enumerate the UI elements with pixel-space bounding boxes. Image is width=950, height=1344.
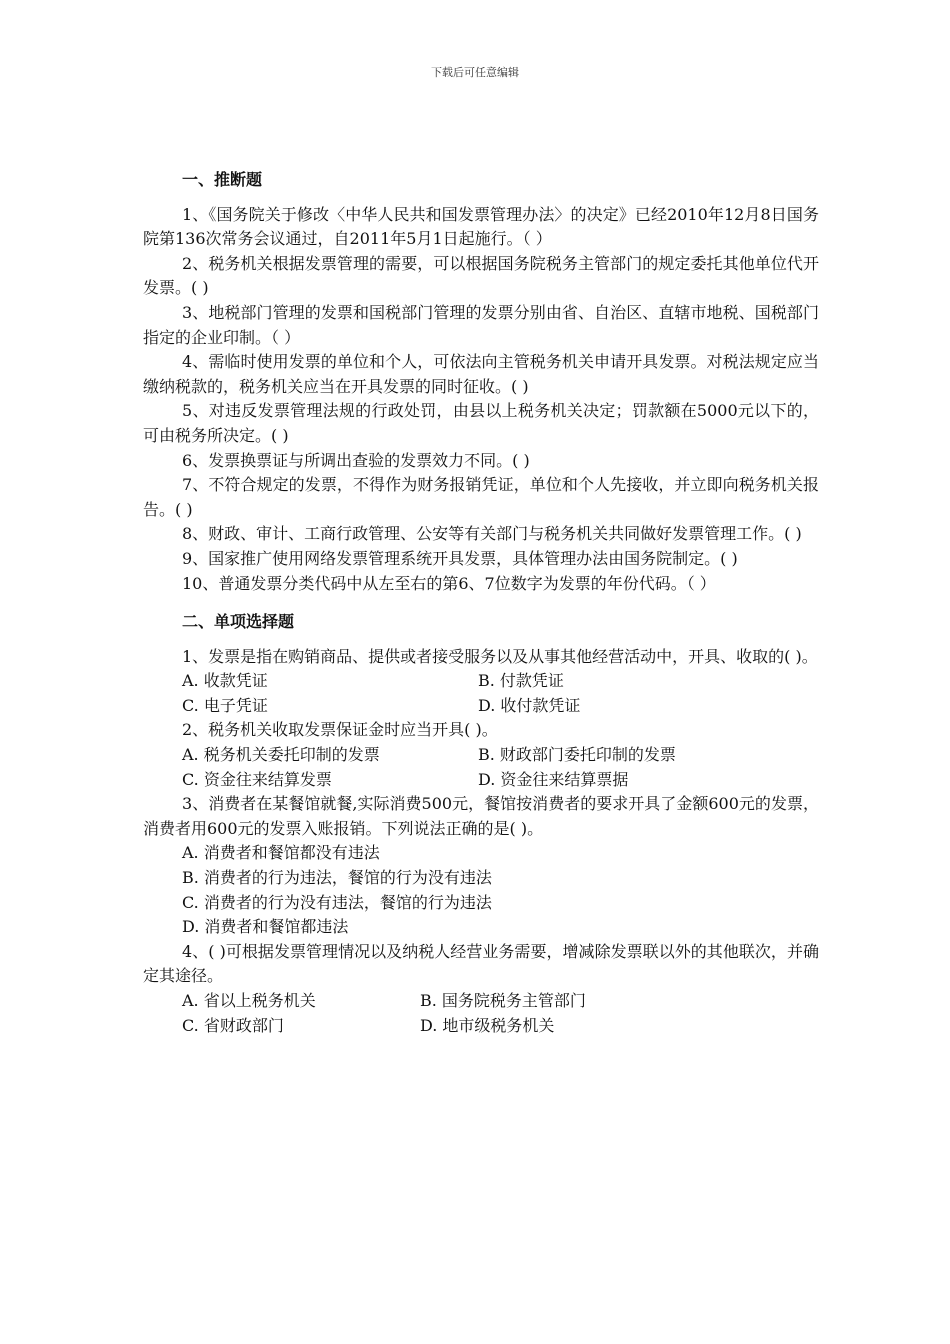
option-b: B. 财政部门委托印制的发票 xyxy=(478,745,676,765)
option-a: A. 省以上税务机关 xyxy=(182,991,316,1010)
judgement-question-4: 4、需临时使用发票的单位和个人，可依法向主管税务机关申请开具发票。对税法规定应当缴纳税款的，税务机关应当在开具发票的同时征收。( ) xyxy=(143,352,819,396)
section-title-single-choice: 二、单项选择题 xyxy=(182,612,295,632)
choice-question-1: 1、发票是指在购销商品、提供或者接受服务以及从事其他经营活动中，开具、收取的( )。 xyxy=(182,646,818,666)
option-a: A. 收款凭证 xyxy=(182,671,268,691)
option-b: B. 消费者的行为违法，餐馆的行为没有违法 xyxy=(182,868,492,888)
choice-options-row xyxy=(143,743,819,768)
judgement-question-7: 7、不符合规定的发票，不得作为财务报销凭证，单位和个人先接收，并立即向税务机关报告。( ) xyxy=(143,475,819,519)
choice-question-4: 4、( )可根据发票管理情况以及纳税人经营业务需要，增减除发票联以外的其他联次，并确定其途径。 xyxy=(143,941,819,986)
judgement-question-10: 10、普通发票分类代码中从左至右的第6、7位数字为发票的年份代码。（ ） xyxy=(182,573,716,593)
judgement-question-2: 2、税务机关根据发票管理的需要，可以根据国务院税务主管部门的规定委托其他单位代开发票。( ) xyxy=(143,253,819,298)
option-b: B. 国务院税务主管部门 xyxy=(420,991,586,1010)
choice-options-row xyxy=(143,694,819,719)
judgement-question-9: 9、国家推广使用网络发票管理系统开具发票，具体管理办法由国务院制定。( ) xyxy=(182,548,738,568)
option-d: D. 消费者和餐馆都违法 xyxy=(182,917,349,937)
option-d: D. 收付款凭证 xyxy=(478,695,581,715)
option-a: A. 税务机关委托印制的发票 xyxy=(182,745,380,765)
judgement-question-5: 5、对违反发票管理法规的行政处罚，由县以上税务机关决定；罚款额在5000元以下的，可由税务所决定。( ) xyxy=(143,401,819,445)
option-c: C. 消费者的行为没有违法，餐馆的行为违法 xyxy=(182,892,492,912)
section-title-judgement: 一、推断题 xyxy=(182,170,263,189)
choice-question-2: 2、税务机关收取发票保证金时应当开具( )。 xyxy=(182,720,498,740)
choice-options-row xyxy=(143,669,819,694)
judgement-question-3: 3、地税部门管理的发票和国税部门管理的发票分别由省、自治区、直辖市地税、国税部门指定的企业印制。（ ） xyxy=(143,302,819,347)
option-d: D. 资金往来结算票据 xyxy=(478,769,629,789)
judgement-question-6: 6、发票换票证与所调出查验的发票效力不同。( ) xyxy=(182,450,530,470)
option-c: C. 省财政部门 xyxy=(182,1015,284,1035)
choice-question-3: 3、消费者在某餐馆就餐,实际消费500元，餐馆按消费者的要求开具了金额600元的发票，消费者用600元的发票入账报销。下列说法正确的是( )。 xyxy=(143,794,819,838)
option-a: A. 消费者和餐馆都没有违法 xyxy=(182,843,380,863)
option-c: C. 资金往来结算发票 xyxy=(182,769,332,789)
option-b: B. 付款凭证 xyxy=(478,671,564,691)
option-d: D. 地市级税务机关 xyxy=(420,1015,555,1035)
choice-options-row xyxy=(143,989,819,1014)
choice-options-row xyxy=(143,768,819,793)
choice-options-row xyxy=(143,1014,819,1039)
document-body xyxy=(143,168,819,1038)
page-header: 下载后可任意编辑 xyxy=(431,66,519,79)
judgement-question-1: 1、《国务院关于修改〈中华人民共和国发票管理办法〉的决定》已经2010年12月8日国务院第136次常务会议通过，自2011年5月1日起施行。（ ） xyxy=(143,204,819,249)
judgement-question-8: 8、财政、审计、工商行政管理、公安等有关部门与税务机关共同做好发票管理工作。( ) xyxy=(182,524,802,544)
option-c: C. 电子凭证 xyxy=(182,695,268,715)
